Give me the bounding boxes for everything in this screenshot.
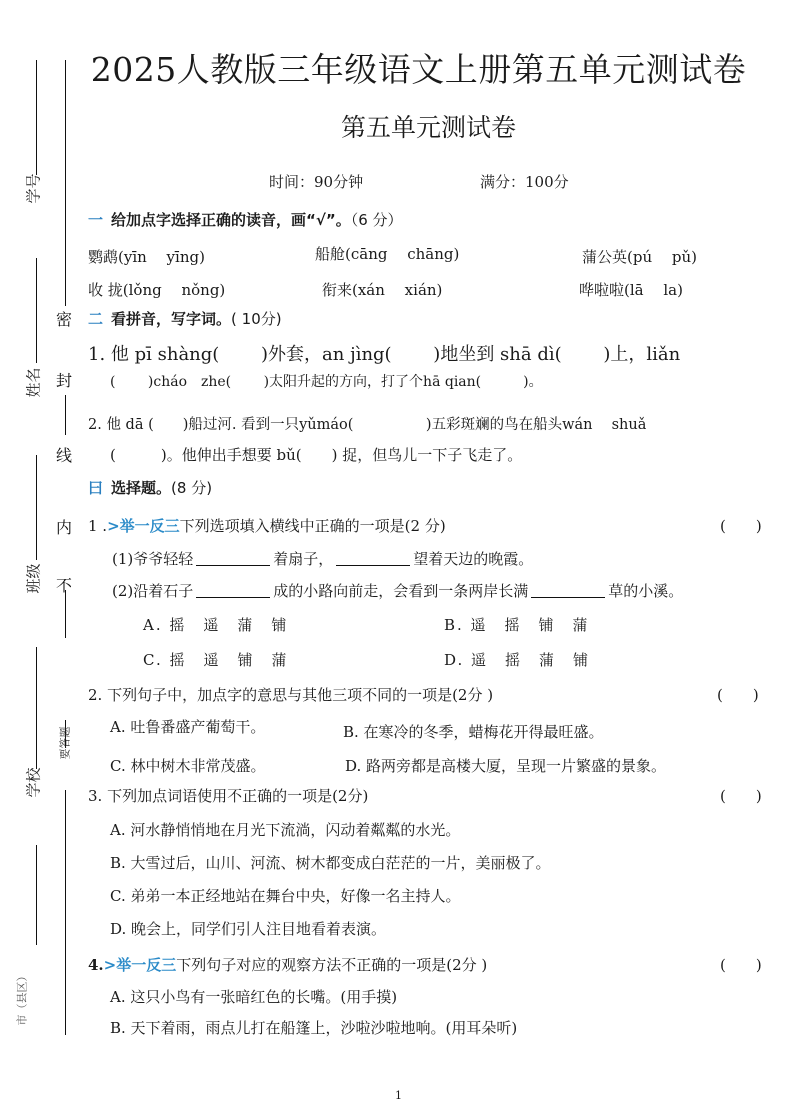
question-3-1-sub-1 — [112, 548, 533, 569]
section-points: ( 10分) — [231, 310, 282, 328]
option-a[interactable]: A. 这只小鸟有一张暗红色的长嘴。(用手摸) — [110, 988, 398, 1006]
binding-char: 线 — [56, 446, 73, 465]
section-3-header — [88, 477, 212, 498]
option-c[interactable]: C. 摇 遥 铺 蒲 — [143, 651, 289, 669]
question-number: 1 . — [88, 517, 108, 535]
binding-line — [65, 395, 66, 435]
answer-blank[interactable]: ( ) — [720, 517, 762, 535]
binding-char: 封 — [56, 371, 73, 390]
fill-blank[interactable] — [196, 551, 270, 566]
pinyin-item: 收 拢(lǒng nǒng) — [88, 281, 226, 299]
question-3-3: 3. 下列加点词语使用不正确的一项是(2分) — [88, 787, 369, 805]
option-a[interactable]: A. 河水静悄悄地在月光下流淌，闪动着粼粼的水光。 — [110, 821, 461, 839]
fill-blank[interactable] — [196, 583, 270, 598]
binding-char: 不 — [56, 576, 73, 595]
section-number: 一 — [88, 211, 104, 229]
practice-tag: >举一反三 — [107, 517, 180, 535]
question-3-1-sub-2 — [112, 580, 683, 601]
question-3-1 — [88, 515, 446, 536]
option-c[interactable]: C. 林中树木非常茂盛。 — [110, 757, 266, 775]
document-subtitle: 第五单元测试卷 — [340, 113, 516, 142]
pinyin-item: 船舱(cāng chāng) — [315, 245, 460, 263]
sub-text: 着扇子， — [273, 550, 334, 568]
section-1-header — [88, 209, 403, 230]
page-number: 1 — [395, 1089, 402, 1102]
city-county-label: 市（县区） — [15, 970, 29, 1026]
binding-line — [65, 790, 66, 1035]
section-points: （6 分） — [350, 211, 403, 229]
question-text: 下列选项填入横线中正确的一项是(2 分) — [179, 517, 446, 535]
question-2-2-line-1: 2. 他 dā ( )船过河. 看到一只yǔmáo( )五彩斑斓的鸟在船头wán shuǎ — [88, 417, 647, 433]
binding-text-small: 要答题 — [58, 726, 72, 760]
pinyin-item: 哗啦啦(lā la) — [579, 281, 683, 299]
option-b[interactable]: B. 大雪过后，山川、河流、树木都变成白茫茫的一片，美丽极了。 — [110, 854, 551, 872]
option-b[interactable]: B. 天下着雨，雨点儿打在船篷上，沙啦沙啦地响。(用耳朵听) — [110, 1019, 518, 1037]
margin-line-left — [36, 845, 37, 945]
section-title: 选择题。 — [111, 479, 172, 497]
option-c[interactable]: C. 弟弟一本正经地站在舞台中央，好像一名主持人。 — [110, 887, 461, 905]
section-points: (8 分) — [171, 479, 213, 497]
option-d[interactable]: D. 路两旁都是高楼大厦，呈现一片繁盛的景象。 — [345, 757, 667, 775]
sub-text: 望着天边的晚霞。 — [413, 550, 534, 568]
binding-line — [65, 60, 66, 306]
sub-text: (2)沿着石子 — [112, 582, 194, 600]
practice-tag: >举一反三 — [103, 956, 177, 974]
section-number: 曰 — [88, 479, 104, 497]
question-2-1-line-2: ( )cháo zhe( )太阳升起的方向，打了个hā qian( )。 — [110, 374, 543, 390]
option-b[interactable]: B. 遥 摇 铺 蒲 — [444, 616, 590, 634]
exam-full-score: 满分：100分 — [480, 173, 569, 191]
option-a[interactable]: A. 吐鲁番盛产葡萄干。 — [110, 718, 266, 736]
exam-time: 时间：90分钟 — [269, 173, 364, 191]
answer-blank[interactable]: ( ) — [720, 956, 762, 974]
pinyin-item: 鹦鹉(yīn yīng) — [88, 248, 205, 266]
school-label: 学校 — [24, 767, 43, 798]
sub-text: (1)爷爷轻轻 — [112, 550, 194, 568]
student-id-label: 学号 — [24, 173, 43, 204]
section-2-header — [88, 308, 282, 329]
question-text: 下列句子对应的观察方法不正确的一项是(2分 ) — [176, 956, 488, 974]
pinyin-item: 衔来(xán xián) — [322, 281, 443, 299]
binding-line — [65, 590, 66, 638]
option-b[interactable]: B. 在寒冷的冬季，蜡梅花开得最旺盛。 — [343, 723, 604, 741]
section-title: 给加点字选择正确的读音，画“√”。 — [111, 211, 351, 229]
sub-text: 成的小路向前走，会看到一条两岸长满 — [273, 582, 529, 600]
fill-blank[interactable] — [336, 551, 410, 566]
section-number: 二 — [88, 310, 104, 328]
section-title: 看拼音，写字词。 — [111, 310, 232, 328]
fill-blank[interactable] — [531, 583, 605, 598]
question-2-2-line-2: ( )。他伸出手想要 bǔ( ) 捉，但鸟儿一下子飞走了。 — [110, 446, 523, 464]
name-label: 姓名 — [24, 367, 43, 398]
binding-char: 内 — [56, 518, 73, 537]
margin-line-left — [36, 455, 37, 560]
option-d[interactable]: D. 遥 摇 蒲 铺 — [444, 651, 591, 669]
answer-blank[interactable]: ( ) — [720, 787, 762, 805]
binding-char: 密 — [56, 310, 73, 329]
answer-blank[interactable]: ( ) — [717, 686, 759, 704]
question-2-1-line-1: 1. 他 pī shàng( )外套，an jìng( )地坐到 shā dì( )上，liǎn — [88, 344, 681, 365]
margin-line-left — [36, 258, 37, 363]
option-d[interactable]: D. 晚会上，同学们引人注目地看着表演。 — [110, 920, 387, 938]
sub-text: 草的小溪。 — [608, 582, 684, 600]
question-number: 4. — [88, 956, 104, 974]
question-3-4 — [88, 954, 487, 975]
option-a[interactable]: A. 摇 遥 蒲 铺 — [143, 616, 289, 634]
margin-line-left — [36, 647, 37, 769]
document-title: 2025人教版三年级语文上册第五单元测试卷 — [90, 50, 747, 89]
pinyin-item: 蒲公英(pú pǔ) — [582, 248, 697, 266]
class-label: 班级 — [24, 563, 43, 594]
question-3-2: 2. 下列句子中，加点字的意思与其他三项不同的一项是(2分 ) — [88, 686, 494, 704]
